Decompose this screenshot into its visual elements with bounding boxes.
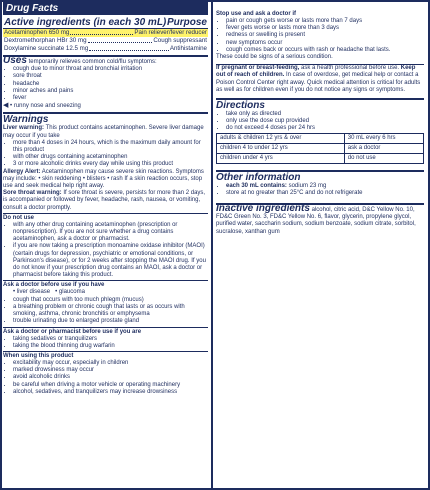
list-item: • excitability may occur, especially in children xyxy=(13,360,208,367)
list-item: • only use the dose cup provided xyxy=(226,118,424,125)
warnings-heading: Warnings xyxy=(3,114,49,126)
list-item: • fever gets worse or lasts more than 3 days xyxy=(226,25,424,32)
ingredient-row: Dextromethorphan HBr 30 mg Cough suppressant xyxy=(4,37,207,44)
do-not-use-heading: Do not use xyxy=(3,214,34,221)
table-row: adults & children 12 yrs & over 30 mL every 6 hrs xyxy=(217,133,424,143)
when-using-list xyxy=(3,360,208,396)
active-ingredients-heading: Active ingredients (in each 30 mL) xyxy=(4,17,167,28)
list-item: • each 30 mL contains: sodium 23 mg xyxy=(226,183,424,190)
list-item: • if you are now taking a prescription monoamine oxidase inhibitor (MAOI) (certain drugs for depression, psychiatric or emotional conditions, or Parkinson's disease), or for 2 weeks after stopping the MAOI drug. If you do not know if your prescription drug contains an MAOI, ask a doctor or pharmacist before taking this product. xyxy=(13,243,208,279)
list-item: • marked drowsiness may occur xyxy=(13,367,208,374)
when-using-heading: When using this product xyxy=(3,352,74,359)
list-item: • taking the blood thinning drug warfarin xyxy=(13,343,208,350)
dosage-table xyxy=(216,133,424,164)
table-row: children 4 to under 12 yrs ask a doctor xyxy=(217,143,424,153)
list-item: • be careful when driving a motor vehicle or operating machinery xyxy=(13,382,208,389)
list-item: • cough comes back or occurs with rash or headache that lasts. xyxy=(226,47,424,54)
directions-heading: Directions xyxy=(216,100,265,112)
list-item: • taking sedatives or tranquilizers xyxy=(13,336,208,343)
list-item: • alcohol, sedatives, and tranquilizers may increase drowsiness xyxy=(13,389,208,396)
column-divider xyxy=(211,0,213,490)
list-item: • more than 4 doses in 24 hours, which is the maximum daily amount for this product xyxy=(13,140,208,154)
ingredient-row: Acetaminophen 650 mg Pain reliever/fever reducer xyxy=(4,29,207,36)
ingredient-row: Doxylamine succinate 12.5 mg Antihistamine xyxy=(4,45,207,52)
list-item: • cough that occurs with too much phlegm (mucus) xyxy=(13,297,208,304)
list-item: • redness or swelling is present xyxy=(226,32,424,39)
right-column xyxy=(216,2,424,236)
list-item: • avoid alcoholic drinks xyxy=(13,374,208,381)
left-column: Drug Facts Active ingredients (in each 30 mL) Purpose Acetaminophen 650 mg Pain reliever/fever reducer Dextromethorphan HBr 30 mg Cough suppressant Doxylamine succinate 12.5 mg Antihistamine Uses temporarily relieves common cold/flu symptoms: • cough due to minor throat and bronchial irritation • sore throat • headache • minor aches and pains • fever ◀ • runny nose and sneezing Warnings Liver warning: This product contains acetaminophen. Severe liver damage may occur if you take • more than 4 doses in 24 hours, which is the maximum daily amount for this product • with other drugs containing acetaminophen • 3 or more alcoholic drinks every day while using this product Allergy Alert: Acetaminophen may cause severe skin reactions. Symptoms may include: • skin reddening • blisters • rash If a skin reaction occurs, stop use and seek medical help right away. Sore throat warning: If sore throat is severe, persists for more than 2 days, is accompanied or followed by fever, headache, rash, nausea, or vomiting, consult a doctor promptly. Do not use • with any other drug containing acetaminophen (prescription or nonprescription). If you are not sure whether a drug contains acetaminophen, ask a doctor or pharmacist. • if you are now taking a prescription monoamine oxidase inhibitor (MAOI) (certain drugs for depression, psychiatric or emotional conditions, or Parkinson's disease), or for 2 weeks after stopping the MAOI drug. If you do not know if your prescription drug contains an MAOI, ask a doctor or pharmacist before taking this product. Ask a doctor before use if you have • liver disease • glaucoma • cough that occurs with too much phlegm (mucus) • a breathing problem or chronic cough that lasts or as occurs with smoking, asthma, chronic bronchitis or emphysema • trouble urinating due to enlarged prostate gland Ask a doctor or pharmacist before use if you are • taking sedatives or tranquilizers • taking the blood thinning drug warfarin When using this product • excitability may occur, especially in children • marked drowsiness may occur • avoid alcoholic drinks • be careful when driving a motor vehicle or operating machinery • alcohol, sedatives, and tranquilizers may increase drowsiness xyxy=(3,2,208,396)
uses-heading: Uses xyxy=(3,55,27,66)
ask-doctor-list xyxy=(3,297,208,326)
list-item: • 3 or more alcoholic drinks every day while using this product xyxy=(13,161,208,168)
active-ingredients-header xyxy=(3,15,208,28)
directions-list xyxy=(216,111,424,133)
list-item: • fever xyxy=(13,95,208,102)
list-item: • with any other drug containing acetaminophen (prescription or nonprescription). If you are not sure whether a drug contains acetaminophen, ask a doctor or pharmacist. xyxy=(13,222,208,244)
list-item: • pain or cough gets worse or lasts more than 7 days xyxy=(226,18,424,25)
list-item: • cough due to minor throat and bronchial irritation xyxy=(13,66,208,73)
list-item: • minor aches and pains xyxy=(13,88,208,95)
ask-pharmacist-heading: Ask a doctor or pharmacist before use if you are xyxy=(3,328,142,335)
stop-use-list xyxy=(216,18,424,54)
do-not-use-list xyxy=(3,222,208,280)
list-item: • a breathing problem or chronic cough that lasts or as occurs with smoking, asthma, chronic bronchitis or emphysema xyxy=(13,304,208,318)
stop-use-heading: Stop use and ask a doctor if xyxy=(216,11,297,17)
uses-list xyxy=(3,66,208,102)
other-information-heading: Other information xyxy=(216,171,301,183)
purpose-heading: Purpose xyxy=(166,17,207,28)
list-item: • trouble urinating due to enlarged prostate gland xyxy=(13,318,208,325)
liver-list xyxy=(3,140,208,169)
list-item: • with other drugs containing acetaminophen xyxy=(13,154,208,161)
list-item: • take only as directed xyxy=(226,111,424,118)
list-item: • new symptoms occur xyxy=(226,40,424,47)
other-information-list xyxy=(216,183,424,197)
table-row: children under 4 yrs do not use xyxy=(217,153,424,163)
list-item: • headache xyxy=(13,81,208,88)
list-item: • store at no greater than 25°C and do not refrigerate xyxy=(226,190,424,197)
ask-doctor-heading: Ask a doctor before use if you have xyxy=(3,282,105,289)
drug-facts-title: Drug Facts xyxy=(3,2,208,15)
uses-intro: temporarily relieves common cold/flu symptoms: xyxy=(28,59,157,65)
stop-use-after: These could be signs of a serious condition. xyxy=(216,54,333,61)
inactive-section: Inactive ingredients alcohol, citric acid, D&C Yellow No. 10, FD&C Green No. 3, FD&C Yellow No. 6, flavor, glycerin, propylene glycol, purified water, saccharin sodium, sodium benzoate, sodium citrate, sorbitol, sucralose, xanthan gum xyxy=(216,203,416,235)
uses-last-item: ◀ • runny nose and sneezing xyxy=(3,102,81,110)
pregnant-section: If pregnant or breast-feeding, ask a health professional before use. Keep out of reach of children. In case of overdose, get medical help or contact a Poison Control Center right away. Quick medical attention is critical for adults as well as for children even if you do not notice any signs or symptoms. xyxy=(216,65,421,93)
inactive-heading: Inactive ingredients xyxy=(216,203,310,215)
list-item: • sore throat xyxy=(13,73,208,80)
ask-pharmacist-list xyxy=(3,336,208,350)
arrow-left-icon: ◀ xyxy=(3,102,9,110)
uses-section xyxy=(3,57,208,66)
list-item: • do not exceed 4 doses per 24 hrs xyxy=(226,125,424,132)
